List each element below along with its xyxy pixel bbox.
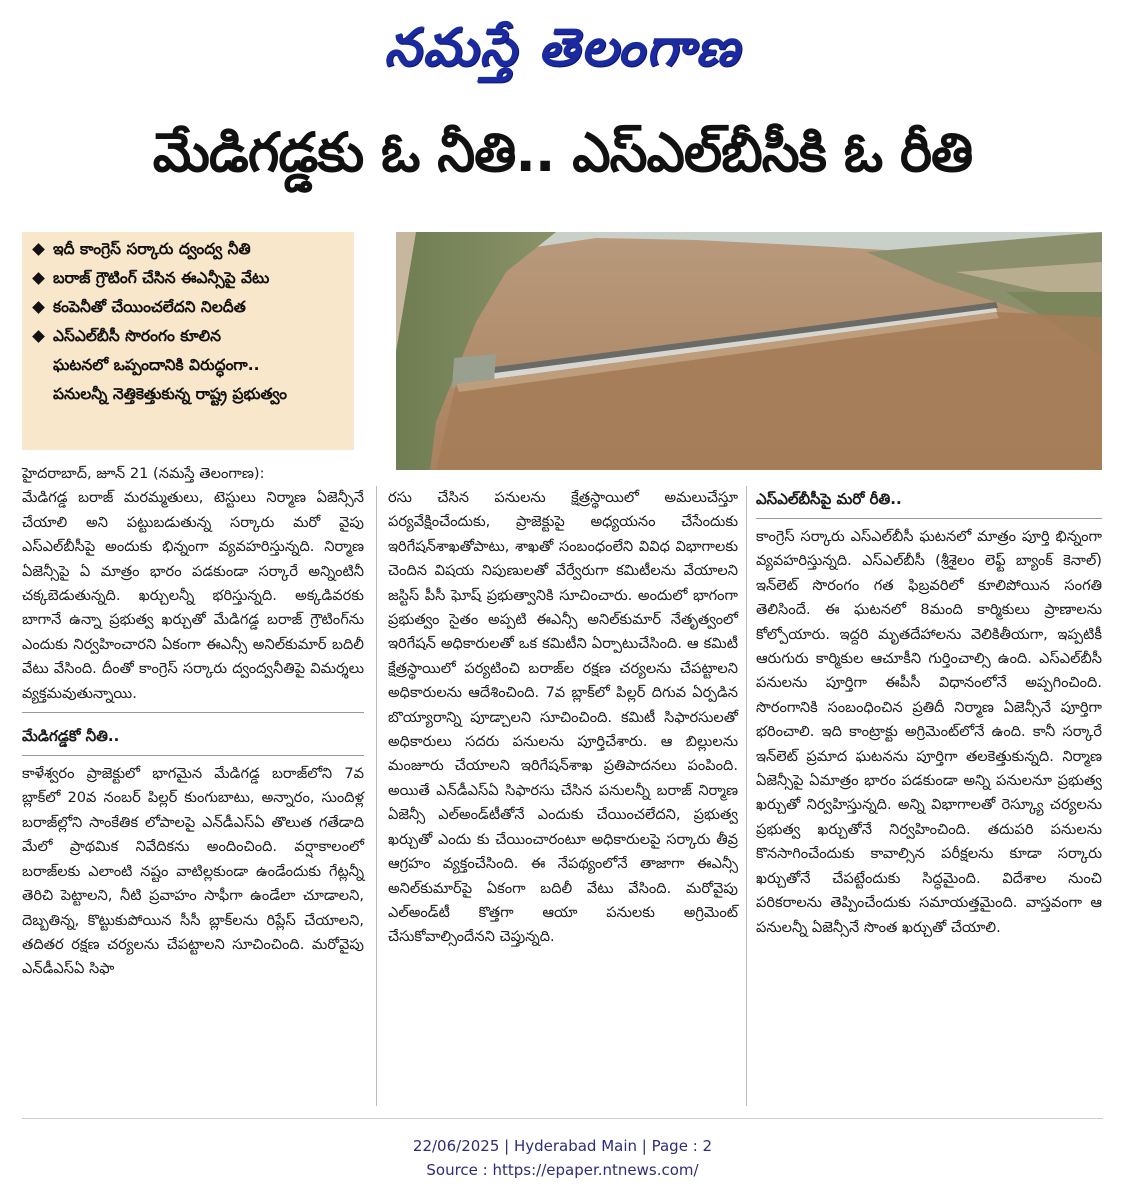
highlight-item: కంపెనీతో చేయించలేదని నిలదీత — [30, 296, 346, 318]
highlight-item: బరాజ్‌ గ్రౌటింగ్‌ చేసిన ఈఎన్సీపై వేటు — [30, 267, 346, 289]
highlight-item: ఇదీ కాంగ్రెస్‌ సర్కారు ద్వంద్వ నీతి — [30, 238, 346, 260]
article-column-1 — [22, 462, 364, 982]
diamond-bullet-icon — [32, 243, 45, 256]
section-divider — [756, 518, 1102, 519]
highlights-box — [22, 232, 354, 450]
headline: మేడిగడ్డకు ఓ నీతి.. ఎస్ఎల్‌బీసీకి ఓ రీతి — [152, 121, 973, 184]
diamond-bullet-icon — [32, 301, 45, 314]
section-divider — [22, 755, 364, 756]
masthead — [0, 8, 1125, 88]
section-divider — [22, 712, 364, 713]
footer — [0, 1134, 1125, 1182]
highlight-item: ఎస్‌ఎల్‌బీసీ సొరంగం కూలిన — [30, 325, 346, 347]
dateline: హైదరాబాద్‌, జూన్‌ 21 (నమస్తే తెలంగాణ): — [22, 465, 265, 482]
highlight-continuation: పనులన్నీ నెత్తికెత్తుకున్న రాష్ట్ర ప్రభుత్వం — [53, 385, 288, 403]
column-divider — [376, 486, 377, 1106]
diamond-bullet-icon — [32, 272, 45, 285]
article-body-col1: కాళేశ్వరం ప్రాజెక్టులో భాగమైన మేడిగడ్డ బరాజ్‌లోని 7వ బ్లాక్‌లో 20వ నంబర్‌ పిల్లర్‌ కుంగుబాటు, అన్నారం, సుందిళ్ల బరాజ్‌ల్లోని సాంకేతిక లోపాలపై ఎన్‌డీఎస్‌ఏ తొలుత గతేడాది మేలో ప్రాథమిక నివేదికను అందించింది. వర్షాకాలంలో బరాజ్‌లకు ఎలాంటి నష్టం వాటిల్లకుండా ఉండేందుకు గేట్లన్నీ తెరిచి పెట్టాలని, నీటి ప్రవాహం సాఫీగా ఉండేలా చూడాలని, దెబ్బతిన్న, కొట్టుకుపోయిన సీసీ బ్లాక్‌లను రిప్లేస్‌ చేయాలని, తదితర రక్షణ చర్యలను చేపట్టాలని సూచించింది. మరోవైపు ఎన్‌డీఎస్‌ఏ సిఫా — [22, 765, 364, 978]
diamond-bullet-icon — [32, 330, 45, 343]
barrage-aerial-photo — [396, 232, 1102, 470]
edition-info: 22/06/2025 | Hyderabad Main | Page : 2 — [412, 1137, 713, 1155]
article-intro: మేడిగడ్డ బరాజ్‌ మరమ్మతులు, టెస్టులు నిర్మాణ ఏజెన్సీనే చేయాలి అని పట్టుబడుతున్న సర్కారు మరో వైపు ఎస్‌ఎల్‌బీసీపై అందుకు భిన్నంగా వ్యవహరిస్తున్నది. నిర్మాణ ఏజెన్సీపై ఏ మాత్రం భారం పడకుండా సర్కారే అన్నింటినీ చక్కబెడుతున్నది. ఖర్చులన్నీ భరిస్తున్నది. అక్కడివరకు బాగానే ఉన్నా ప్రభుత్వ ఖర్చుతో మేడిగడ్డ బరాజ్‌ గ్రౌటింగ్‌ను ఎందుకు నిర్వహించారని ఏకంగా ఈఎన్సీ అనిల్‌కుమార్‌ బదిలీ వేటు వేసింది. దీంతో కాంగ్రెస్‌ సర్కారు ద్వంద్వనీతిపై విమర్శలు వ్యక్తమవుతున్నాయి. — [22, 489, 364, 702]
source-link[interactable]: Source : https://epaper.ntnews.com/ — [426, 1161, 699, 1179]
highlight-continuation: ఘటనలో ఒప్పందానికి విరుద్ధంగా.. — [53, 356, 260, 374]
footer-divider — [22, 1118, 1103, 1119]
barrage-photo-illustration — [396, 232, 1102, 470]
article-body-col2: రసు చేసిన పనులను క్షేత్రస్థాయిలో అమలుచేస్తూ పర్యవేక్షించేందుకు, ప్రాజెక్టుపై అధ్యయనం చేసేందుకు ఇరిగేషన్‌శాఖతోపాటు, శాఖతో సంబంధంలేని వివిధ విభాగాలకు చెందిన విషయ నిపుణులతో వేర్వేరుగా కమిటీలను వేయాలని జస్టిస్‌ పీసీ ఘోష్‌ ప్రభుత్వానికి సూచించారు. అందులో భాగంగా ప్రభుత్వం సైతం అప్పటి ఈఎన్సీ అనిల్‌కుమార్‌ నేతృత్వంలో ఇరిగేషన్‌ అధికారులతో ఒక కమిటీని ఏర్పాటుచేసింది. ఆ కమిటీ క్షేత్రస్థాయిలో పర్యటించి బరాజ్‌ల రక్షణ చర్యలను చేపట్టాలని అధికారులను ఆదేశించింది. 7వ బ్లాక్‌లో పిల్లర్‌ దిగువ ఏర్పడిన బొయ్యారాన్ని పూడ్చాలని సూచించింది. కమిటీ సిఫారసులతో అధికారులు సదరు పనులను పూర్తిచేశారు. ఆ బిల్లులను మంజూరు చేయాలని ఇరిగేషన్‌శాఖ ప్రతిపాదనలు పంపింది. అయితే ఎన్‌డీఎస్‌ఏ సిఫారసు చేసిన పనులన్నీ బరాజ్‌ నిర్మాణ ఏజెన్సీ ఎల్‌అండ్‌టీతోనే ఎందుకు చేయించలేదని, ప్రభుత్వ ఖర్చుతో ఎందు కు చేయించారంటూ అధికారులపై సర్కారు తీవ్ర ఆగ్రహం వ్యక్తంచేసింది. ఈ నేపథ్యంలోనే తాజాగా ఈఎన్సీ అనిల్‌కుమార్‌పై ఏకంగా బదిలీ వేటు వేసింది. మరోవైపు ఎల్‌అండ్‌టీ కొత్తగా ఆయా పనులకు అగ్రిమెంట్‌ చేసుకోవాల్సిందేనని చెప్తున్నది. — [388, 489, 738, 946]
article-column-3 — [756, 486, 1102, 940]
column-divider — [746, 486, 747, 1106]
newspaper-logo: నమస్తే తెలంగాణ — [384, 18, 741, 78]
article-body-col3: కాంగ్రెస్‌ సర్కారు ఎస్‌ఎల్‌బీసీ ఘటనలో మాత్రం పూర్తి భిన్నంగా వ్యవహరిస్తున్నది. ఎస్‌ఎల్‌బీసీ (శ్రీశైలం లెఫ్ట్‌ బ్యాంక్‌ కెనాల్‌) ఇన్‌లెట్‌ సొరంగం గత ఫిబ్రవరిలో కూలిపోయిన సంగతి తెలిసిందే. ఈ ఘటనలో 8మంది కార్మికులు ప్రాణాలను కోల్పోయారు. ఇద్దరి మృతదేహాలను వెలికితీయగా, ఇప్పటికీ ఆరుగురు కార్మికుల ఆచూకీని గుర్తించాల్సి ఉంది. ఎస్‌ఎల్‌బీసీ పనులను పూర్తిగా ఈపీసీ విధానంలోనే అప్పగించింది. సొరంగానికి సంబంధించిన ప్రతిదీ నిర్మాణ ఏజెన్సీనే పూర్తిగా భరించాలి. ఇది కాంట్రాక్టు అగ్రిమెంట్‌లోనే ఉంది. కానీ సర్కారే ఇన్‌లెట్‌ ప్రమాద ఘటనను పూర్తిగా తలకెత్తుకున్నది. నిర్మాణ ఏజెన్సీపై ఏమాత్రం భారం పడకుండా అన్ని పనులనూ ప్రభుత్వ ఖర్చుతో నిర్వహిస్తున్నది. అన్ని విభాగాలతో రెస్క్యూ చర్యలను ప్రభుత్వ ఖర్చుతోనే నిర్వహించింది. తదుపరి పనులను కొనసాగించేందుకు కావాల్సిన పరీక్షలను కూడా సర్కారు ఖర్చుతోనే చేపట్టేందుకు సిద్ధమైంది. విదేశాల నుంచి పరికరాలను తెప్పించేందుకు సమాయత్తమైంది. వాస్తవంగా ఆ పనులన్నీ ఏజెన్సీనే సొంత ఖర్చుతో చేయాలి. — [756, 528, 1102, 936]
subheading-medigadda: మేడిగడ్డకో నీతి.. — [22, 727, 120, 746]
article-column-2 — [388, 486, 738, 950]
subheading-slbc: ఎస్‌ఎల్‌బీసీపై మరో రీతి.. — [756, 490, 902, 508]
